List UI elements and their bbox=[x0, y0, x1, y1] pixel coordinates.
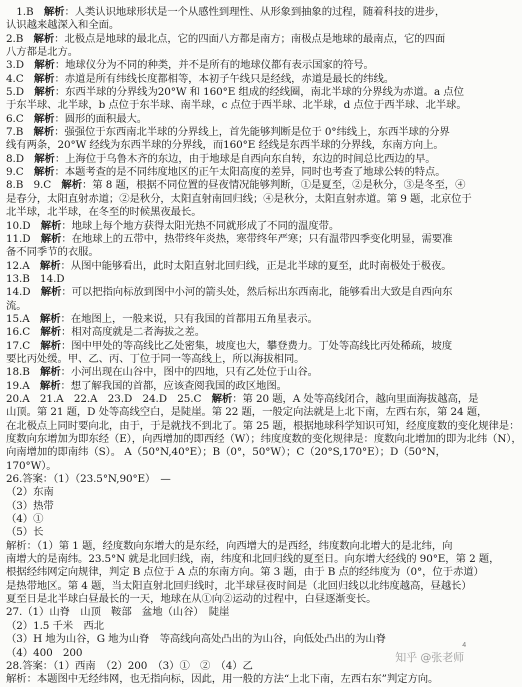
text-line: 11.D 解析：在地球上的五带中，热带终年炎热，寒带终年严寒；只有温带四季变化明显，需要准 bbox=[6, 232, 453, 245]
text-line: 26.答案：（1）（23.5°N,90°E） — bbox=[6, 473, 171, 486]
text-line: （5）长 bbox=[6, 526, 44, 539]
text-line: 14.D 解析：可以把指向标放到图中小河的箭头处，然后标出东西南北，能够看出大致是自西向东 bbox=[6, 286, 453, 299]
text-line: 3.D 解析：地球仪分为不同的种类，并不是所有的地球仪都有表示国家的符号。 bbox=[6, 59, 374, 72]
text-line: 山顶。第 21 题，D 处等高线空白，是陡崖。第 22 题，一般定向法就是上北下南，左西右东，第 24 题， bbox=[6, 406, 488, 419]
text-line: 度数向东增加为即东经（E），向西增加的即西经（W）；纬度度数的变化规律是：度数向北增加的即为北纬（N）， bbox=[6, 433, 522, 445]
text-line: 20.A 21.A 22.A 23.D 24.D 25.C 解析：第 20 题，A 处等高线闭合，越向里面海拔越高，是 bbox=[6, 392, 479, 405]
text-line: 17.C 解析：图中甲处的等高线比乙处密集，坡度也大，攀登费力。丁处等高线比丙处稀疏，坡度 bbox=[6, 339, 453, 352]
text-line: （3）热带 bbox=[6, 499, 54, 512]
text-line: 于东半球、北半球，b 点位于东半球、南半球，c 点位于西半球、北半球，d 点位于西半球、北半球。 bbox=[6, 99, 467, 112]
text-line: 5.D 解析：东西半球的分界线为20°W 和 160°E 组成的经线圈，南北半球的分界线为赤道。a 点位 bbox=[6, 86, 464, 99]
text-line: 南增大的是南纬。23.5°N 就是北回归线，南，纬度和北回归线的夏至日。向东增大经线的 90°E，第 2 题， bbox=[6, 553, 500, 566]
text-line: 夏至日是北半球白昼最长的一天，地球在从①向②运动的过程中，白昼逐渐变长。 bbox=[6, 593, 377, 606]
text-line: （3）H 地为山谷，G 地为山脊 等高线向高处凸出的为山谷，向低处凸出的为山脊 bbox=[6, 633, 386, 646]
text-line: 19.A 解析：想了解我国的首都，应该查阅我国的政区地图。 bbox=[6, 379, 287, 392]
text-line: 解析：（1）第 1 题，经度数向东增大的是东经，向西增大的是西经，纬度数向北增大的是北纬，向 bbox=[6, 539, 453, 552]
text-line: （2）1.5 千米 西北 bbox=[6, 619, 104, 632]
text-line: 4.C 解析：赤道是所有纬线长度都相等，本初子午线只是经线，赤道是最长的纬线。 bbox=[6, 72, 395, 85]
text-line: （4）① bbox=[6, 513, 44, 526]
text-line: 向南增加的即南纬（S）。 A（50°N,40°E）；B（0°，50°W）；C（20°S,170°E）；D（50°N， bbox=[6, 446, 446, 459]
text-line: 12.A 解析：从图中能够看出，此时太阳直射北回归线，正是北半球的夏至，此时南极处于极夜。 bbox=[6, 259, 452, 272]
text-line: 18.B 解析：小河出现在山谷中，图中的四地，只有乙处位于山谷。 bbox=[6, 366, 318, 379]
text-line: 解析：本题图中无经纬网，也无指向标，因此，用一般的方法“上北下南，左西右东”判定方向。 bbox=[6, 673, 439, 686]
text-line: （4）400 200 bbox=[6, 646, 83, 659]
text-line: 8.D 解析：上海位于乌鲁木齐的东边，由于地球是自西向东自转，东边的时间总比西边的早。 bbox=[6, 152, 436, 165]
text-line: 在北极点上同时要向北，由于，于是就找不到北了。第 25 题，根据地球科学知识可知，经度度数的变化规律是： bbox=[6, 419, 520, 432]
zhihu-watermark: 知乎 @张老师 bbox=[395, 650, 464, 664]
text-line: 备不同季节的衣服。 bbox=[6, 246, 99, 259]
text-line: 15.A 解析：在地图上，一般来说，只有我国的首都用五角星表示。 bbox=[6, 312, 318, 325]
text-line: 9.C 解析：本题考查的是不同纬度地区的正午太阳高度的差异，同时也考查了地球公转的特点。 bbox=[6, 166, 446, 179]
text-line: 27.（1）山脊 山顶 鞍部 盆地（山谷） 陡崖 bbox=[6, 606, 230, 619]
text-line: 16.C 解析：相对高度就是二者海拔之差。 bbox=[6, 326, 206, 339]
text-line: 8.B 9.C 解析：第 8 题，根据不同位置的昼夜情况能够判断，①是夏至，②是秋分，③是冬至，④ bbox=[6, 179, 466, 192]
text-line: 是春分，太阳直射赤道；②是秋分，太阳直射南回归线；④是秋分，太阳直射赤道。第 9 题，北京位于 bbox=[6, 192, 472, 205]
text-line: 7.B 解析：强强位于东西南北半球的分界线上，首先能够判断是位于 0°纬线上，东西半球的分界 bbox=[6, 126, 450, 139]
text-line: 170°W）。 bbox=[6, 459, 57, 472]
text-line: 28.答案：（1）西南 （2）200 （3）① ② （4）乙 bbox=[6, 659, 253, 672]
text-line: 是热带地区。第 4 题，当太阳直射北回归线时，北半球昼夜时间是（北回归线以北纬度越高，昼越长） bbox=[6, 579, 472, 592]
text-line: 2.B 解析：北极点是地球的最北点，它的四面八方都是南方；南极点是地球的最南点，它的四面 bbox=[6, 32, 446, 45]
text-line: （2）东南 bbox=[6, 486, 54, 499]
text-line: 北半球，北半球，在冬至的时候黑夜最长。 bbox=[6, 206, 202, 219]
text-line: 八方都是北方。 bbox=[6, 46, 79, 59]
answer-explanations bbox=[6, 6, 522, 687]
text-line: 要比丙处缓。甲、乙、丙、丁位于同一等高线上，所以海拔相同。 bbox=[6, 352, 305, 365]
page-number: 4 bbox=[462, 641, 466, 649]
text-line: 1.B 解析：人类认识地球形状是一个从感性到理性、从形象到抽象的过程，随着科技的进步， bbox=[6, 6, 446, 18]
text-line: 线有两条，20°W 经线为东西半球的分界线，而160°E 经线是东西半球的分界线，东南方向上。 bbox=[6, 139, 444, 152]
text-line: 10.D 解析：地球上每个地方获得太阳光热不同就形成了不同的温度带。 bbox=[6, 219, 340, 232]
text-line: 13.B 14.D bbox=[6, 272, 65, 285]
text-line: 6.C 解析：圆形的面积最大。 bbox=[6, 112, 148, 125]
text-line: 根据经纬网定向规律，判定 B 点位于 A 点的东南方向。第 3 题，由于 B 点的经纬度为（0°，位于赤道） bbox=[6, 566, 484, 579]
text-line: 认识越来越深入和全面。 bbox=[6, 19, 120, 32]
text-line: 流。 bbox=[6, 299, 27, 312]
